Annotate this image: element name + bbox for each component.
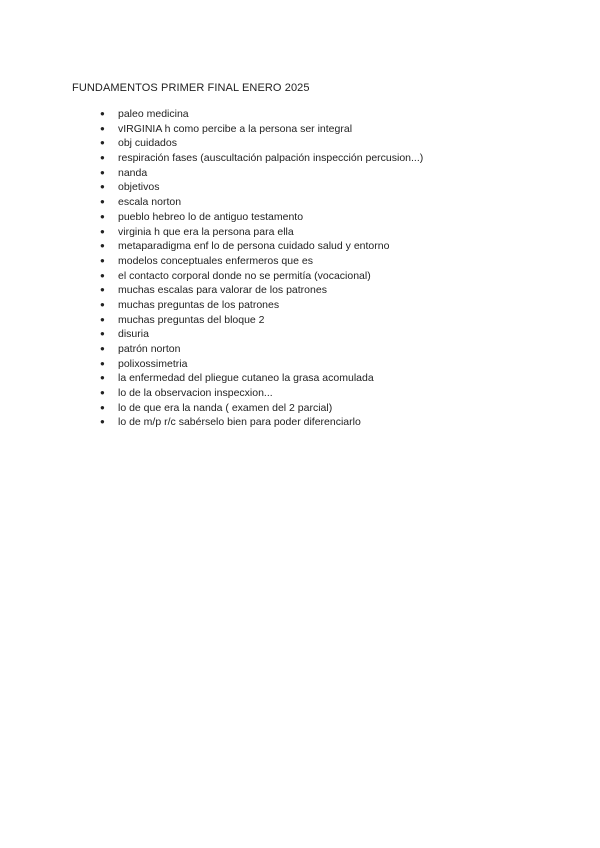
list-item-text: muchas preguntas del bloque 2: [118, 313, 265, 326]
list-item-text: polixossimetria: [118, 357, 188, 370]
list-item-text: lo de que era la nanda ( examen del 2 parcial): [118, 401, 333, 414]
bullet-icon: ●: [100, 299, 105, 309]
bullet-icon: ●: [100, 211, 105, 221]
list-item-text: paleo medicina: [118, 108, 189, 120]
bullet-icon: ●: [100, 123, 105, 133]
list-item-text: virginia h que era la persona para ella: [118, 225, 294, 238]
list-item-text: patrón norton: [118, 343, 181, 355]
bullet-icon: ●: [100, 388, 105, 398]
list-item-text: obj cuidados: [118, 137, 177, 150]
list-item-text: modelos conceptuales enfermeros que es: [118, 254, 313, 267]
bullet-icon: ●: [100, 358, 105, 368]
bullet-icon: ●: [100, 255, 105, 265]
list-item-text: pueblo hebreo lo de antiguo testamento: [118, 210, 304, 223]
list-item-text: muchas preguntas de los patrones: [118, 298, 280, 311]
list-item-text: lo de la observacion inspecxion...: [118, 387, 273, 400]
list-item-text: respiración fases (auscultación palpación inspección percusion...): [118, 152, 424, 165]
bullet-icon: ●: [100, 285, 105, 295]
list-item-text: metaparadigma enf lo de persona cuidado salud y entorno: [118, 240, 390, 253]
bullet-icon: ●: [100, 417, 105, 427]
bullet-icon: ●: [100, 329, 105, 339]
bullet-icon: ●: [100, 197, 105, 207]
list-item-text: objetivos: [118, 181, 160, 194]
bullet-icon: ●: [100, 373, 105, 383]
bullet-icon: ●: [100, 270, 105, 280]
list-item-text: muchas escalas para valorar de los patrones: [118, 284, 327, 297]
bullet-icon: ●: [100, 402, 105, 412]
bullet-icon: ●: [100, 182, 105, 192]
bullet-icon: ●: [100, 138, 105, 148]
list-item-text: nanda: [118, 166, 148, 179]
bullet-icon: ●: [100, 167, 105, 177]
document-title: FUNDAMENTOS PRIMER FINAL ENERO 2025: [72, 82, 310, 94]
bullet-icon: ●: [100, 314, 105, 324]
bullet-icon: ●: [100, 344, 105, 353]
bullet-icon: ●: [100, 241, 105, 251]
list-item-text: el contacto corporal donde no se permitía (vocacional): [118, 269, 371, 282]
bullet-icon: ●: [100, 109, 105, 118]
list-item-text: disuria: [118, 328, 149, 341]
list-item-text: la enfermedad del pliegue cutaneo la grasa acomulada: [118, 372, 374, 385]
list-item-text: lo de m/p r/c sabérselo bien para poder diferenciarlo: [118, 416, 361, 429]
list-item-text: vIRGINIA h como percibe a la persona ser integral: [118, 122, 353, 135]
bullet-icon: ●: [100, 226, 105, 236]
list-item-text: escala norton: [118, 196, 182, 209]
bullet-icon: ●: [100, 153, 105, 163]
